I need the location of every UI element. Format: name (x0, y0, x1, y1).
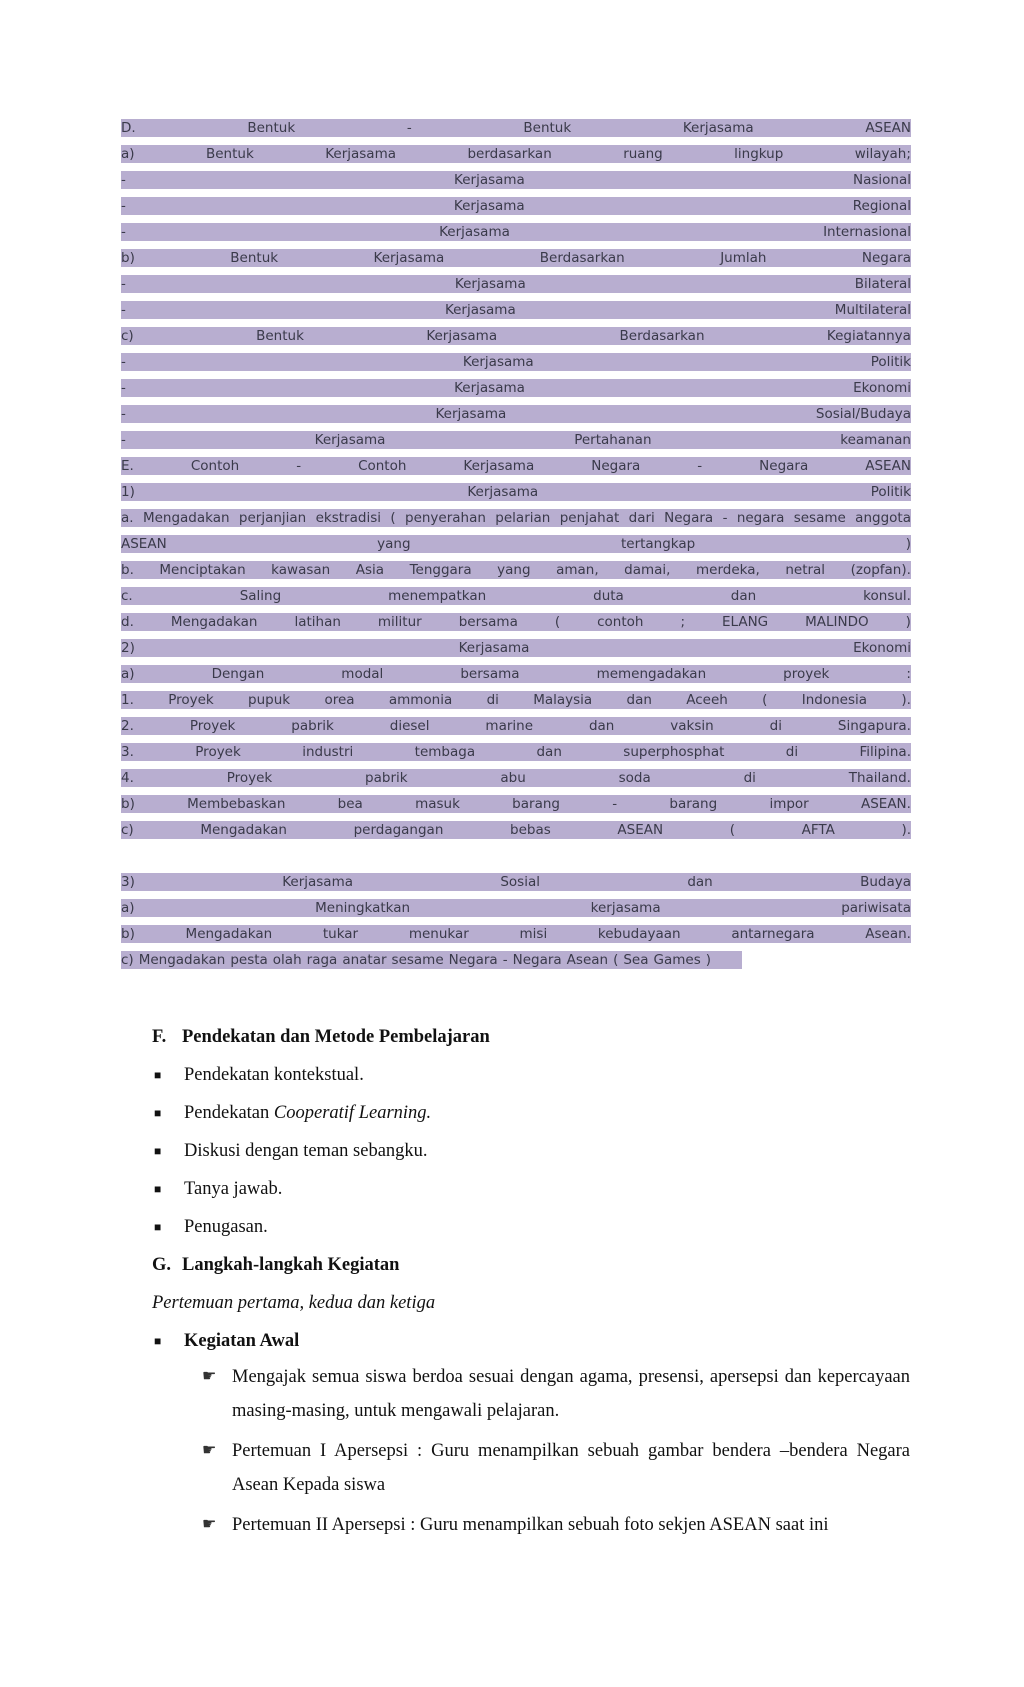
line-word: Meningkatkan (315, 900, 411, 916)
line-word: di (785, 744, 799, 760)
line-word: Contoh (358, 458, 407, 474)
line-word: yang (377, 536, 411, 552)
line-word: Politik (870, 484, 911, 500)
line-word: Multilateral (834, 302, 911, 318)
line-word: Mengadakan (185, 926, 273, 942)
line-word: Kerjasama (454, 380, 525, 396)
list-item-text-plain: Pendekatan (184, 1102, 274, 1123)
line-word: Thailand. (848, 770, 911, 786)
line-word: Jumlah (720, 250, 767, 266)
line-word: Mengadakan (170, 614, 258, 630)
activity-heading-text: Kegiatan Awal (184, 1330, 300, 1351)
line-word: Bentuk (523, 120, 572, 136)
line-word: bebas (510, 822, 551, 838)
line-word: Dengan (211, 666, 265, 682)
line-word: 2. (121, 718, 134, 734)
highlighted-line (121, 275, 911, 293)
line-word: militur (377, 614, 422, 630)
highlighted-line (121, 379, 911, 397)
line-word: 2) (121, 640, 135, 656)
line-word: - (121, 276, 126, 292)
highlighted-line (121, 873, 911, 891)
line-word: Negara (448, 952, 498, 968)
line-word: Negara (664, 510, 714, 526)
line-word: 4. (121, 770, 134, 786)
list-item-text (184, 1103, 431, 1124)
line-word: - (502, 952, 508, 968)
line-word: - (406, 120, 412, 136)
line-word: dan (626, 692, 652, 708)
line-word: menempatkan (388, 588, 487, 604)
line-word: ) (905, 614, 911, 630)
pointing-hand-icon: ☛ (202, 1368, 217, 1385)
line-word: b) (121, 250, 135, 266)
line-word: di (769, 718, 782, 734)
highlighted-line (121, 223, 911, 241)
line-word: Kerjasama (458, 640, 530, 656)
line-word: misi (519, 926, 548, 942)
line-word: Bentuk (205, 146, 254, 162)
section-g-heading (152, 1246, 910, 1284)
line-word: tembaga (414, 744, 476, 760)
line-word: - (121, 406, 126, 422)
list-item-text: Penugasan. (184, 1216, 268, 1237)
highlighted-line (121, 665, 911, 683)
highlighted-asean-section (121, 119, 911, 977)
line-word: Budaya (860, 874, 911, 890)
line-word: Kerjasama (682, 120, 754, 136)
line-word: Berdasarkan (539, 250, 625, 266)
line-word: d. (121, 614, 134, 630)
line-word: a) (121, 900, 135, 916)
highlighted-line (121, 197, 911, 215)
highlighted-line (121, 353, 911, 371)
highlighted-line (121, 405, 911, 423)
line-word: Bilateral (854, 276, 911, 292)
line-word: ASEAN (865, 458, 911, 474)
list-item (152, 1056, 910, 1094)
line-word: barang (512, 796, 560, 812)
line-word: pabrik (365, 770, 408, 786)
line-word: - (121, 172, 126, 188)
line-word: Kerjasama (454, 276, 526, 292)
highlighted-line (121, 301, 911, 319)
highlighted-line (121, 509, 911, 527)
line-word: perdagangan (353, 822, 444, 838)
line-word: : (906, 666, 911, 682)
line-word: pabrik (291, 718, 334, 734)
activity-item (202, 1508, 910, 1542)
line-word: diesel (389, 718, 430, 734)
line-word: Games (653, 952, 701, 968)
line-word: 3) (121, 874, 135, 890)
line-word: Singapura. (837, 718, 911, 734)
line-word: c) (121, 328, 134, 344)
line-word: bea (337, 796, 363, 812)
line-word: - (722, 510, 728, 526)
line-word: impor (769, 796, 809, 812)
line-word: Proyek (195, 744, 241, 760)
highlighted-line (121, 795, 911, 813)
meeting-subtitle: Pertemuan pertama, kedua dan ketiga (152, 1292, 436, 1313)
line-word: pesta (230, 952, 268, 968)
line-word: superphosphat (623, 744, 725, 760)
pointing-hand-icon: ☛ (202, 1442, 217, 1459)
highlighted-line (121, 119, 911, 137)
line-word: Pertahanan (574, 432, 652, 448)
line-word: Internasional (823, 224, 911, 240)
line-word: ). (901, 822, 911, 838)
line-word: marine (485, 718, 534, 734)
line-word: Kerjasama (453, 198, 525, 214)
line-word: ) (705, 952, 712, 968)
line-word: Bentuk (247, 120, 296, 136)
line-word: ruang (623, 146, 663, 162)
line-word: Kerjasama (439, 224, 510, 240)
line-word: ) (905, 536, 911, 552)
line-word: Sea (623, 952, 649, 968)
line-word: a) (121, 666, 135, 682)
line-word: ASEAN (617, 822, 664, 838)
line-word: negara (736, 510, 785, 526)
square-bullet-icon: ■ (154, 1105, 162, 1120)
list-item (152, 1170, 910, 1208)
line-word: abu (500, 770, 526, 786)
line-word: Negara (591, 458, 641, 474)
line-word: anggota (855, 510, 911, 526)
line-word: penjahat (559, 510, 620, 526)
line-word: Saling (239, 588, 282, 604)
line-word: industri (302, 744, 354, 760)
highlighted-line (121, 457, 911, 475)
line-word: ; (680, 614, 685, 630)
line-word: Mengadakan (200, 822, 287, 838)
line-word: Mengadakan (142, 510, 230, 526)
line-word: duta (593, 588, 624, 604)
line-word: Kerjasama (435, 406, 507, 422)
section-g-number: G. (152, 1254, 172, 1275)
line-word: netral (785, 562, 826, 578)
paragraph-gap (121, 847, 911, 873)
line-word: keamanan (840, 432, 911, 448)
line-word: Aceeh (686, 692, 728, 708)
line-word: Nasional (852, 172, 911, 188)
line-word: ( (729, 822, 735, 838)
line-word: Malaysia (533, 692, 593, 708)
section-g-title: Langkah-langkah Kegiatan (182, 1254, 400, 1275)
activity-text: Pertemuan I Apersepsi : Guru menampilkan sebuah gambar bendera –bendera Negara Asean Kepada siswa (232, 1441, 910, 1495)
line-word: (zopfan). (850, 562, 911, 578)
highlighted-line (121, 821, 911, 839)
square-bullet-icon: ■ (154, 1067, 162, 1082)
line-word: bersama (460, 666, 520, 682)
activity-item (202, 1434, 910, 1502)
line-word: ELANG (721, 614, 769, 630)
highlighted-line (121, 535, 911, 553)
line-word: ASEAN. (860, 796, 911, 812)
line-word: b. (121, 562, 134, 578)
list-item-text-italic: Cooperatif Learning. (273, 1102, 432, 1123)
line-word: pariwisata (841, 900, 911, 916)
list-item-text: Diskusi dengan teman sebangku. (184, 1140, 428, 1161)
pointing-hand-icon: ☛ (202, 1516, 217, 1533)
line-word: kerjasama (590, 900, 661, 916)
line-word: dan (588, 718, 615, 734)
line-word: Negara (759, 458, 809, 474)
line-word: proyek (783, 666, 830, 682)
line-word: Asean. (865, 926, 911, 942)
line-word: c. (121, 588, 133, 604)
line-word: Asean (566, 952, 609, 968)
line-word: raga (306, 952, 338, 968)
square-bullet-icon: ■ (154, 1143, 162, 1158)
line-word: berdasarkan (467, 146, 552, 162)
line-word: c) (121, 952, 134, 968)
line-word: menukar (408, 926, 469, 942)
square-bullet-icon: ■ (154, 1181, 162, 1196)
lesson-plan-body (152, 1018, 910, 1548)
line-word: Tenggara (409, 562, 472, 578)
highlighted-line (121, 587, 911, 605)
highlighted-line (121, 951, 742, 969)
section-f-number: F. (152, 1026, 167, 1047)
highlighted-line (121, 249, 911, 267)
highlighted-line (121, 145, 911, 163)
highlighted-line (121, 613, 911, 631)
line-word: memengadakan (596, 666, 707, 682)
line-word: Kerjasama (314, 432, 386, 448)
line-word: vaksin (670, 718, 714, 734)
list-item-text: Tanya jawab. (184, 1178, 283, 1199)
line-word: b) (121, 926, 135, 942)
line-word: - (296, 458, 302, 474)
line-word: a) (121, 146, 135, 162)
line-word: kawasan (271, 562, 331, 578)
line-word: Membebaskan (187, 796, 286, 812)
line-word: Proyek (226, 770, 273, 786)
line-word: Bentuk (256, 328, 304, 344)
line-word: Proyek (189, 718, 236, 734)
line-word: Kerjasama (282, 874, 353, 890)
highlighted-line (121, 431, 911, 449)
line-word: Bentuk (230, 250, 279, 266)
line-word: pupuk (248, 692, 291, 708)
line-word: orea (324, 692, 355, 708)
line-word: di (486, 692, 499, 708)
section-f-heading (152, 1018, 910, 1056)
highlighted-line (121, 899, 911, 917)
line-word: barang (669, 796, 718, 812)
line-word: damai, (624, 562, 671, 578)
line-word: Kerjasama (454, 172, 525, 188)
line-word: Negara (512, 952, 562, 968)
activity-heading (152, 1322, 910, 1360)
line-word: Mengadakan (138, 952, 226, 968)
line-word: AFTA (801, 822, 835, 838)
line-word: Berdasarkan (619, 328, 705, 344)
highlighted-line (121, 717, 911, 735)
line-word: Kerjasama (325, 146, 397, 162)
activity-text: Pertemuan II Apersepsi : Guru menampilkan sebuah foto sekjen ASEAN saat ini (232, 1515, 829, 1535)
line-word: MALINDO (805, 614, 869, 630)
line-word: ( (613, 952, 619, 968)
activity-item (202, 1360, 910, 1428)
line-word: yang (497, 562, 531, 578)
line-word: ( (762, 692, 768, 708)
line-word: sesame (391, 952, 444, 968)
line-word: E. (121, 458, 134, 474)
line-word: Asia (355, 562, 385, 578)
line-word: Indonesia (801, 692, 868, 708)
line-word: Proyek (168, 692, 214, 708)
line-word: ammonia (388, 692, 453, 708)
line-word: wilayah; (854, 146, 911, 162)
line-word: Negara (861, 250, 911, 266)
highlighted-line (121, 327, 911, 345)
line-word: pelarian (495, 510, 551, 526)
line-word: kebudayaan (597, 926, 681, 942)
square-bullet-icon: ■ (154, 1219, 162, 1234)
line-word: - (121, 198, 126, 214)
line-word: - (121, 380, 126, 396)
line-word: olah (272, 952, 302, 968)
line-word: ). (901, 692, 911, 708)
line-word: perjanjian (238, 510, 307, 526)
list-item (152, 1132, 910, 1170)
line-word: anatar (342, 952, 387, 968)
line-word: dan (730, 588, 757, 604)
line-word: Regional (852, 198, 911, 214)
line-word: contoh (597, 614, 644, 630)
line-word: di (743, 770, 756, 786)
line-word: latihan (294, 614, 341, 630)
line-word: - (121, 354, 126, 370)
line-word: Filipina. (859, 744, 911, 760)
section-f-title: Pendekatan dan Metode Pembelajaran (182, 1026, 490, 1047)
line-word: b) (121, 796, 135, 812)
line-word: Politik (870, 354, 911, 370)
line-word: modal (341, 666, 384, 682)
line-word: ASEAN (121, 536, 167, 552)
line-word: 1. (121, 692, 134, 708)
line-word: Ekonomi (853, 380, 911, 396)
highlighted-line (121, 925, 911, 943)
line-word: Kerjasama (462, 354, 534, 370)
line-word: Kerjasama (467, 484, 539, 500)
line-word: penyerahan (405, 510, 486, 526)
line-word: Kerjasama (463, 458, 535, 474)
line-word: Sosial (500, 874, 540, 890)
line-word: antarnegara (731, 926, 815, 942)
line-word: ( (554, 614, 561, 630)
line-word: 3. (121, 744, 134, 760)
line-word: Kerjasama (426, 328, 498, 344)
highlighted-line (121, 743, 911, 761)
line-word: - (121, 432, 126, 448)
highlighted-line (121, 639, 911, 657)
list-item-text: Pendekatan kontekstual. (184, 1064, 364, 1085)
line-word: dan (687, 874, 713, 890)
line-word: D. (121, 120, 136, 136)
line-word: bersama (458, 614, 518, 630)
line-word: konsul. (863, 588, 911, 604)
line-word: ekstradisi (315, 510, 381, 526)
line-word: masuk (415, 796, 460, 812)
line-word: - (697, 458, 703, 474)
line-word: lingkup (734, 146, 784, 162)
activity-text: Mengajak semua siswa berdoa sesuai dengan agama, presensi, apersepsi dan kepercayaan masing-masing, untuk mengawali pelajaran. (232, 1367, 910, 1421)
line-word: c) (121, 822, 134, 838)
line-word: tertangkap (620, 536, 696, 552)
square-bullet-icon: ■ (154, 1333, 162, 1348)
list-item (152, 1208, 910, 1246)
line-word: Kegiatannya (826, 328, 911, 344)
line-word: - (612, 796, 618, 812)
line-word: Contoh (190, 458, 240, 474)
line-word: tukar (322, 926, 359, 942)
line-word: - (121, 302, 126, 318)
line-word: sesame (793, 510, 846, 526)
line-word: Kerjasama (373, 250, 445, 266)
line-word: dan (536, 744, 562, 760)
line-word: ASEAN (865, 120, 911, 136)
line-word: ( (390, 510, 396, 526)
highlighted-line (121, 561, 911, 579)
line-word: Menciptakan (159, 562, 246, 578)
line-word: a. (121, 510, 134, 526)
list-item (152, 1094, 910, 1132)
line-word: merdeka, (696, 562, 760, 578)
highlighted-line (121, 691, 911, 709)
line-word: dari (628, 510, 655, 526)
highlighted-line (121, 483, 911, 501)
line-word: Ekonomi (853, 640, 911, 656)
line-word: aman, (556, 562, 599, 578)
line-word: 1) (121, 484, 135, 500)
highlighted-line (121, 769, 911, 787)
highlighted-line (121, 171, 911, 189)
line-word: Sosial/Budaya (815, 406, 911, 422)
line-word: - (121, 224, 126, 240)
line-word: Kerjasama (444, 302, 516, 318)
line-word: soda (618, 770, 651, 786)
